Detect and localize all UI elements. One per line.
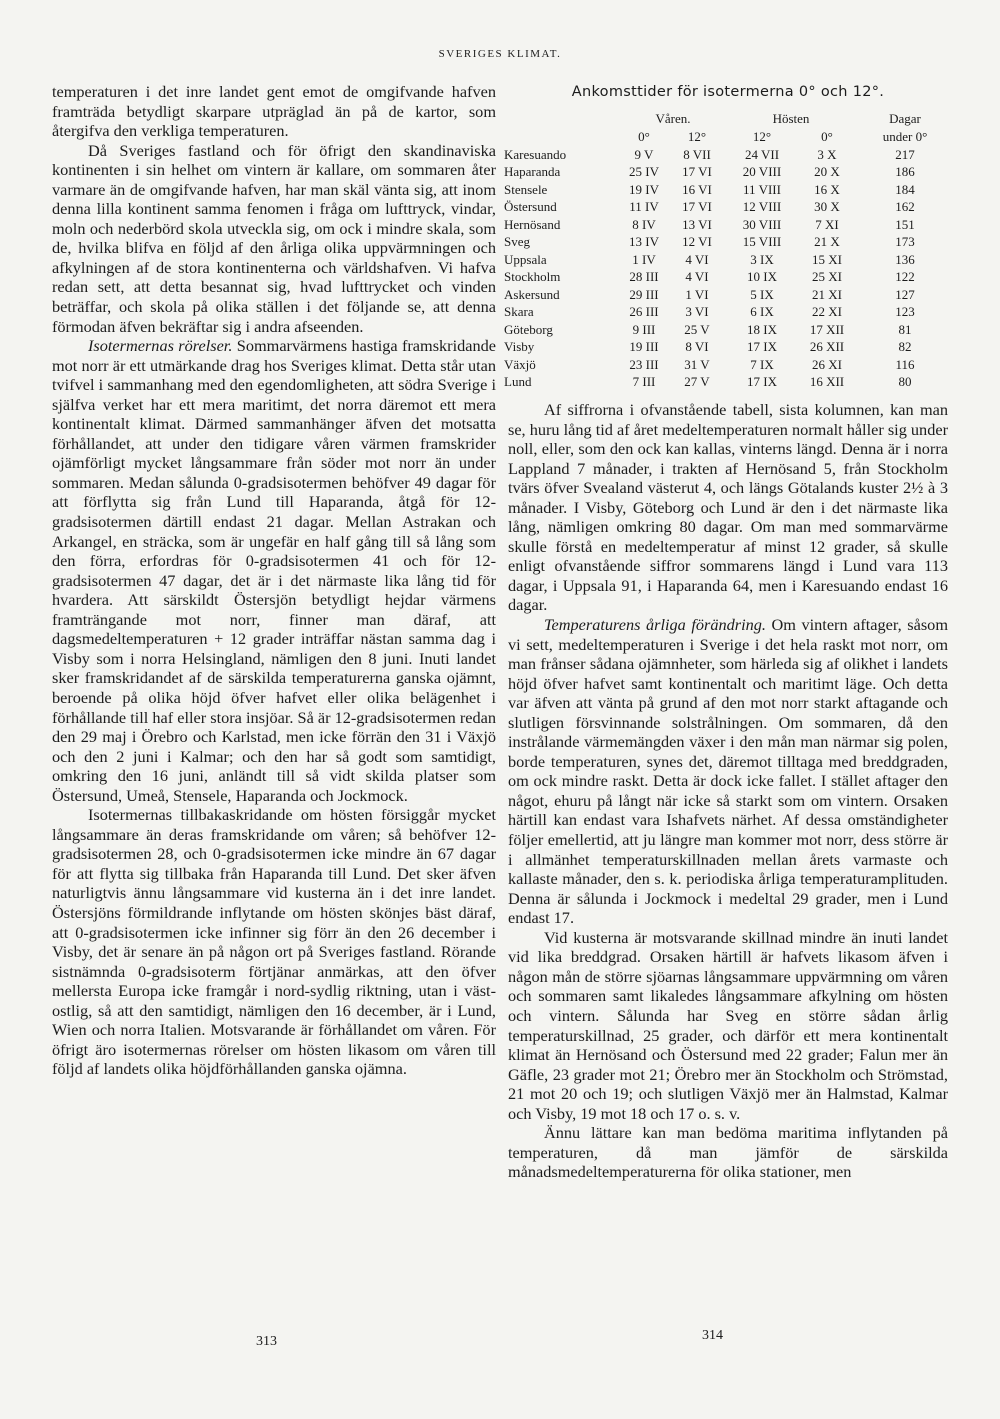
table-cell: 7 III xyxy=(632,374,656,390)
right-column-text xyxy=(508,400,948,1182)
table-cell: 30 VIII xyxy=(742,216,782,232)
table-cell: 116 xyxy=(895,356,915,372)
table-cell: 30 X xyxy=(814,199,840,215)
table-cell: 184 xyxy=(895,181,915,197)
table-cell: 80 xyxy=(898,374,912,390)
table-title: Ankomsttider för isotermerna 0° och 12°. xyxy=(571,84,885,100)
table-cell: 15 VIII xyxy=(742,234,782,250)
table-cell: 31 V xyxy=(684,356,710,372)
paragraph xyxy=(52,336,496,805)
table-row xyxy=(504,356,954,374)
station-name: Stockholm xyxy=(504,269,561,285)
paragraph-text: Sommarvärmens hastiga framskridande mot norr är ett utmärkande drag hos Sveriges klimat. Detta står utan tvifvel i sammanhang med den egendomligheten, att södra Sverige i själfva verket har ett mera maritimt, det norra däremot ett mera kontinentalt klimat. Därmed sammanhänger äfven det motsatta förhållandet, att under den tidigare våren värmen framskrider ojämförligt mycket långsammare från söder mot norr än under sommaren. Medan sålunda 0-gradsisotermen behöfver 49 dagar för att förflytta sig från Lund till Haparanda, åtgå för 12-gradsisotermen därtill endast 21 dagar. Mellan Astrakan och Arkangel, en sträcka, som är ungefär en half gång till så lång som den förra, erfordras för 0-gradsisotermen 41 och för 12-gradsisotermen 47 dagar, det är i det närmaste lika lång tid för hvardera. Att särskildt Östersjön betydligt hejdar värmens framträngande mot norr, finner man däraf, att dagsmedeltemperaturen + 12 grader inträffar nästan samma dag i Visby som i norra Helsingland, nämligen den 8 juni. Inuti landet sker framskridandet af de särskilda temperaturerna ganska ojämnt, beroende på olika höjd öfver hafvet eller olika belägenhet i förhållande till haf eller stora insjöar. Så är 12-gradsisotermen redan den 29 maj i Örebro och Karlstad, men icke förrän den 31 i Växjö och den 2 juni i Kalmar; och den har så godt som samtidigt, omkring den 16 juni, anländt till så vidt skilda platser som Östersund, Umeå, Stensele, Haparanda och Jockmock. xyxy=(52,336,496,805)
station-name: Lund xyxy=(504,374,532,390)
table-cell: 8 VI xyxy=(685,339,709,355)
sub-header: under 0° xyxy=(882,129,928,144)
station-name: Visby xyxy=(504,339,535,355)
station-name: Östersund xyxy=(504,199,557,215)
table-cell: 151 xyxy=(895,216,915,232)
station-name: Sveg xyxy=(504,234,530,250)
table-cell: 16 XII xyxy=(809,374,845,390)
table-cell: 10 IX xyxy=(747,269,777,285)
station-name: Uppsala xyxy=(504,251,547,267)
table-cell: 25 V xyxy=(684,321,710,337)
table-row xyxy=(504,216,954,234)
table-cell: 12 VIII xyxy=(742,199,782,215)
table-cell: 23 III xyxy=(629,356,659,372)
table-row xyxy=(504,269,954,287)
paragraph xyxy=(52,141,496,336)
table-cell: 22 XI xyxy=(812,304,842,320)
table-cell: 136 xyxy=(895,251,915,267)
table-cell: 26 XII xyxy=(809,339,845,355)
table-row xyxy=(504,199,954,217)
left-column-text xyxy=(52,82,496,1079)
table-cell: 19 III xyxy=(629,339,659,355)
table-cell: 17 IX xyxy=(747,374,777,390)
table-cell: 15 XI xyxy=(812,251,842,267)
table-cell: 13 IV xyxy=(629,234,659,250)
station-name: Hernösand xyxy=(504,216,561,232)
station-name: Askersund xyxy=(504,286,560,302)
table-row xyxy=(504,251,954,269)
paragraph xyxy=(52,82,496,141)
table-cell: 3 X xyxy=(817,146,837,162)
paragraph-text: Då Sveriges fastland och för öfrigt den skandinaviska kontinenten i sin helhet om vintern är kallare, om sommaren åter varmare än de omgifvande hafven, har man skäl vänta sig, att inom denna lilla kontinent samma fenomen i fråga om lufttryck, vindar, moln och nederbörd skola utveckla sig, om ock i mindre skala, som de, hvilka blifva en följd af den årliga olika uppvärmningen och afkylningen af de stora kontinenterna och världshafven. Vi hafva redan sett, att detta besannat sig, hvad lufttrycket och vinden beträffar, och skola på olika ställen i det följande se, att denna förmodan äfven bekräftar sig i andra afseenden. xyxy=(52,140,496,336)
table-cell: 26 III xyxy=(629,304,659,320)
table-cell: 1 IV xyxy=(632,251,656,267)
table-cell: 25 IV xyxy=(629,164,659,180)
table-cell: 5 IX xyxy=(750,286,774,302)
station-name: Stensele xyxy=(504,181,548,197)
sub-header: 0° xyxy=(821,129,833,144)
table-row xyxy=(504,234,954,252)
paragraph-text: temperaturen i det inre landet gent emot de omgifvande hafven framträda betydligt skarpare utpräglad än på de kartor, som återgifva den verkliga temperaturen. xyxy=(52,82,496,141)
table-cell: 127 xyxy=(895,286,915,302)
page-number-left: 313 xyxy=(256,1334,277,1349)
station-name: Karesuando xyxy=(504,146,567,162)
paragraph-text: Vid kusterna är motsvarande skillnad mindre än inuti landet vid lika breddgrad. Orsaken härtill är hafvets likasom äfven i någon mån de större sjöarnas långsammare uppvärmning om våren och sommaren samt likaledes långsammare afkylning om hösten och vintern. Sålunda har Sveg en större sådan årlig temperaturskillnad, 25 grader, och därför ett mera kontinentalt klimat än Hernösand och Östersund med 22 grader; Falun mer än Gäfle, 23 grader mot 21; Örebro mer än Stockholm och Strömstad, 21 mot 20 och 19; och slutligen Växjö mer än Halmstad, Kalmar och Visby, 19 mot 18 och 17 o. s. v. xyxy=(508,927,948,1123)
paragraph-text: Ännu lättare kan man bedöma maritima inflytanden på temperaturen, då man jämför de särskilda månadsmedeltemperaturerna för olika stationer, men xyxy=(508,1123,948,1182)
table-cell: 17 XII xyxy=(809,321,845,337)
table-row xyxy=(504,181,954,199)
running-header: SVERIGES KLIMAT. xyxy=(438,48,562,60)
table-cell: 17 VI xyxy=(682,199,712,215)
table-cell: 7 XI xyxy=(815,216,839,232)
table-cell: 162 xyxy=(895,199,915,215)
table-row xyxy=(504,164,954,182)
paragraph xyxy=(508,928,948,1123)
station-name: Växjö xyxy=(504,356,536,372)
table-cell: 122 xyxy=(895,269,915,285)
group-header-var: Våren. xyxy=(655,111,691,126)
table-cell: 4 VI xyxy=(685,251,709,267)
table-cell: 8 VII xyxy=(683,146,711,162)
table-cell: 8 IV xyxy=(632,216,656,232)
table-cell: 13 VI xyxy=(682,216,712,232)
table-cell: 17 IX xyxy=(747,339,777,355)
table-cell: 16 X xyxy=(814,181,840,197)
table-row xyxy=(504,374,954,392)
group-header-host: Hösten xyxy=(772,111,810,126)
paragraph-text: Af siffrorna i ofvanstående tabell, sista kolumnen, kan man se, huru lång tid af året medeltemperaturen normalt håller sig under noll, eller, som den ock kan kallas, vinterns längd. Denna är i norra Lappland 7 månader, i trakten af Hernösand 5, från Stockholm tvärs öfver Svealand västerut 4, och längs Götalands kuster 2½ à 3 månader. I Visby, Göteborg och Lund är den i det närmaste lika lång, nämligen omkring 80 dagar. Om man med sommarvärme skulle förstå en medeltemperatur af minst 12 grader, så skulle enligt ofvanstående siffror sommarens längd i Lund vara 113 dagar, i Uppsala 91, i Haparanda 64, men i Karesuando endast 16 dagar. xyxy=(508,400,948,615)
table-cell: 25 XI xyxy=(812,269,842,285)
table-cell: 16 VI xyxy=(682,181,712,197)
table-cell: 19 IV xyxy=(629,181,659,197)
table-cell: 21 XI xyxy=(812,286,842,302)
table-cell: 217 xyxy=(895,146,915,162)
paragraph-text: Om vintern aftager, såsom vi sett, medeltemperaturen i Sverige i det hela raskt mot norr, om man frånser sådana ojämnheter, som härleda sig af olikhet i landets höjd öfver hafvet samt kontinentalt och maritimt läge. Och detta var äfven att vänta på grund af den mot norr starkt aftagande och slutligen försvinnande solstrålningen. Om sommaren, då den instrålande värmemängden växer i den mån man närmar sig polen, borde temperaturen, synes det, däremot tilltaga med breddgraden, om ock mindre raskt. Detta är dock icke fallet. I stället aftager den något, ehuru på långt när icke så starkt som om vintern. Orsaken härtill kan endast vara Ishafvets närhet. Af dessa omständigheter följer emellertid, att ju längre man kommer mot norr, dess större är i allmänhet temperaturskillnaden mellan årets varmaste och kallaste månader, den s. k. periodiska årliga temperaturamplituden. Denna är sålunda i Jockmock i medeltal 29 grader, men i Lund endast 17. xyxy=(508,615,948,928)
paragraph xyxy=(508,400,948,615)
sub-header: 0° xyxy=(638,129,650,144)
table-cell: 82 xyxy=(898,339,912,355)
table-cell: 3 VI xyxy=(685,304,709,320)
paragraph xyxy=(508,1123,948,1182)
table-cell: 29 III xyxy=(629,286,659,302)
sub-header: 12° xyxy=(687,129,707,144)
table-cell: 186 xyxy=(895,164,915,180)
table-row xyxy=(504,339,954,357)
group-header-dagar: Dagar xyxy=(889,111,921,126)
table-cell: 20 VIII xyxy=(742,164,782,180)
section-heading-inline: Temperaturens årliga förändring. xyxy=(544,615,766,635)
table-cell: 123 xyxy=(895,304,915,320)
table-cell: 173 xyxy=(895,234,915,250)
table-cell: 12 VI xyxy=(682,234,712,250)
table-row xyxy=(504,146,954,164)
table-row xyxy=(504,286,954,304)
table-cell: 81 xyxy=(898,321,912,337)
table-cell: 26 XI xyxy=(812,356,842,372)
table-row xyxy=(504,321,954,339)
table-cell: 6 IX xyxy=(750,304,774,320)
table-cell: 9 V xyxy=(634,146,654,162)
paragraph-text: Isotermernas tillbakaskridande om hösten försiggår mycket långsammare än deras framskridande om våren; så behöfver 12-gradsisotermen 28, och 0-gradsisotermen icke mindre än 67 dagar för att flytta sig tillbaka från Haparanda till Lund. Det sker äfven naturligtvis ännu långsammare vid kusterna än i det inre landet. Östersjöns förmildrande inflytande om hösten skönjes bäst däraf, att 0-gradsisotermen icke infinner sig förr än den 26 december i Visby, det är senare än på någon ort på Sveriges fastland. Rörande sistnämnda 0-gradsisoterm förtjänar anmärkas, att den öfver mellersta Europa icke framgår i nord-sydlig riktning, utan i väst-ostlig, så att den samtidigt, nämligen den 16 december, är i Lund, Wien och norra Italien. Motsvarande är förhållandet om våren. För öfrigt äro isotermernas rörelser om hösten likasom om våren till följd af landets olika höjdförhållanden ganska ojämna. xyxy=(52,805,496,1079)
table-cell: 9 III xyxy=(632,321,656,337)
table-cell: 3 IX xyxy=(750,251,774,267)
table-cell: 24 VII xyxy=(744,146,780,162)
station-name: Göteborg xyxy=(504,321,553,337)
table-group-header-row xyxy=(504,110,954,128)
table-cell: 18 IX xyxy=(747,321,777,337)
table-cell: 7 IX xyxy=(750,356,774,372)
station-name: Skara xyxy=(504,304,534,320)
paragraph xyxy=(52,805,496,1079)
table-cell: 21 X xyxy=(814,234,840,250)
table-cell: 4 VI xyxy=(685,269,709,285)
table-cell: 11 VIII xyxy=(743,181,781,197)
page-number-right: 314 xyxy=(702,1328,723,1343)
sub-header: 12° xyxy=(752,129,772,144)
table-cell: 20 X xyxy=(814,164,840,180)
table-cell: 28 III xyxy=(629,269,659,285)
table-cell: 11 IV xyxy=(629,199,659,215)
table-cell: 17 VI xyxy=(682,164,712,180)
paragraph xyxy=(508,615,948,928)
table-cell: 1 VI xyxy=(685,286,709,302)
station-name: Haparanda xyxy=(504,164,561,180)
table-row xyxy=(504,304,954,322)
isotherm-table xyxy=(504,110,954,391)
section-heading-inline: Isotermernas rörelser. xyxy=(88,336,233,356)
table-cell: 27 V xyxy=(684,374,710,390)
table-sub-header-row xyxy=(504,128,954,146)
